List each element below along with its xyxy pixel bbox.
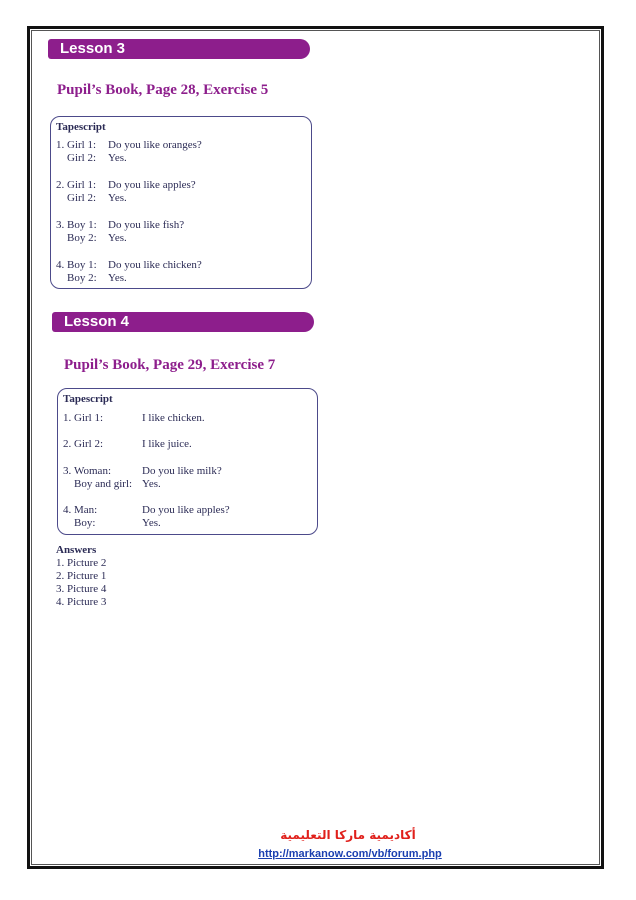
line-text: Yes. (142, 478, 161, 490)
lesson-3-banner (48, 39, 310, 59)
footer-forum-link[interactable]: http://markanow.com/vb/forum.php (258, 848, 442, 860)
lesson-4-tapescript-box (57, 388, 318, 535)
lesson-4-banner (52, 312, 314, 332)
lesson-3-tapescript-label: Tapescript (56, 121, 106, 133)
speaker: Boy 1: (67, 259, 97, 271)
speaker: Boy and girl: (74, 478, 133, 490)
lesson-3-exercise-title: Pupil’s Book, Page 28, Exercise 5 (57, 82, 269, 98)
line-text: Yes. (108, 272, 127, 284)
footer-academy-name: أكاديمية ماركا التعليمية (280, 828, 416, 842)
line-number: 1. (63, 412, 72, 424)
lesson-3-tapescript-box (50, 116, 312, 289)
line-text: I like juice. (142, 438, 192, 450)
line-text: I like chicken. (142, 412, 205, 424)
answer-item: 3. Picture 4 (56, 583, 107, 595)
line-number: 2. (56, 179, 65, 191)
line-text: Yes. (108, 192, 127, 204)
lesson-4-tapescript-label: Tapescript (63, 393, 113, 405)
speaker: Boy 2: (67, 272, 97, 284)
line-number: 4. (56, 259, 65, 271)
line-text: Yes. (142, 517, 161, 529)
lesson-4-banner-label: Lesson 4 (64, 313, 130, 330)
speaker: Girl 2: (67, 192, 97, 204)
line-text: Do you like apples? (108, 179, 196, 191)
line-text: Do you like chicken? (108, 259, 202, 271)
line-text: Yes. (108, 152, 127, 164)
speaker: Man: (74, 504, 98, 516)
line-text: Do you like apples? (142, 504, 230, 516)
speaker: Boy 2: (67, 232, 97, 244)
line-text: Do you like oranges? (108, 139, 202, 151)
speaker: Girl 1: (67, 139, 97, 151)
speaker: Woman: (74, 465, 111, 477)
line-number: 2. (63, 438, 72, 450)
line-number: 3. (63, 465, 72, 477)
speaker: Girl 2: (67, 152, 97, 164)
speaker: Girl 2: (74, 438, 104, 450)
speaker: Boy: (74, 517, 96, 529)
line-text: Do you like milk? (142, 465, 222, 477)
speaker: Girl 1: (74, 412, 104, 424)
speaker: Boy 1: (67, 219, 97, 231)
answers-label: Answers (56, 544, 97, 556)
answer-item: 1. Picture 2 (56, 557, 107, 569)
line-number: 1. (56, 139, 65, 151)
answer-item: 2. Picture 1 (56, 570, 107, 582)
line-text: Do you like fish? (108, 219, 185, 231)
lesson-3-banner-label: Lesson 3 (60, 40, 126, 57)
line-number: 3. (56, 219, 65, 231)
speaker: Girl 1: (67, 179, 97, 191)
answer-item: 4. Picture 3 (56, 596, 107, 608)
line-number: 4. (63, 504, 72, 516)
line-text: Yes. (108, 232, 127, 244)
lesson-4-exercise-title: Pupil’s Book, Page 29, Exercise 7 (64, 357, 276, 373)
